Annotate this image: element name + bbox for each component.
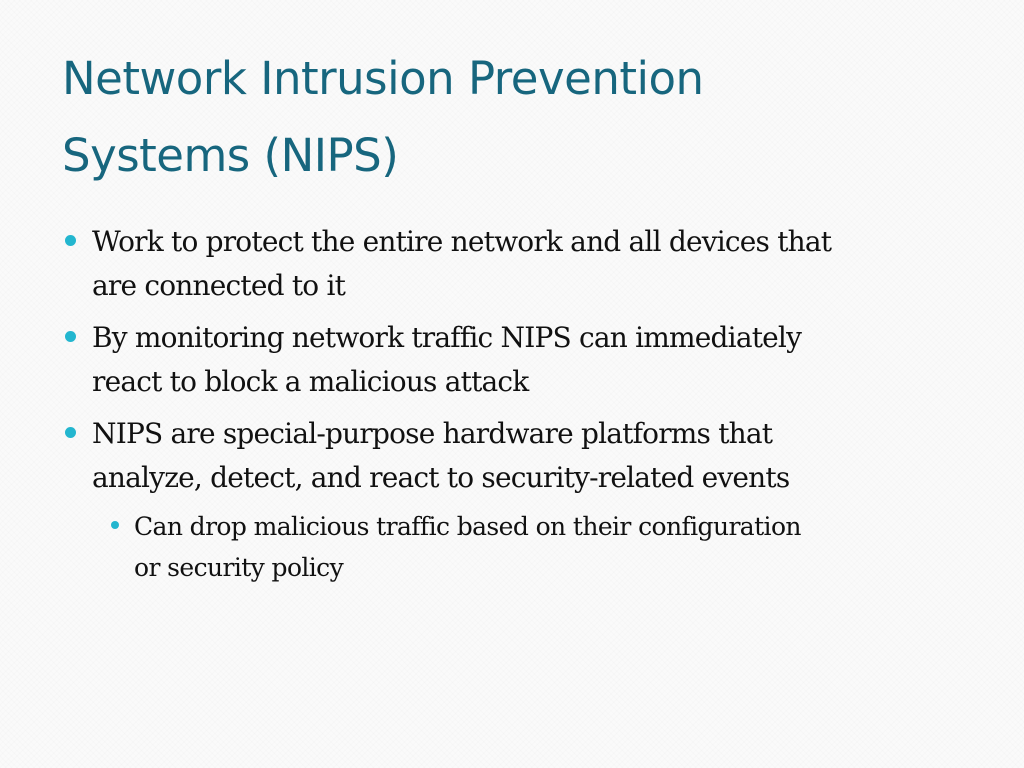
bullet-text-line: NIPS are special-purpose hardware platforms that: [92, 417, 773, 450]
slide-title-line: Network Intrusion Prevention: [62, 52, 704, 105]
sub-bullet-text-line: or security policy: [134, 553, 344, 582]
bullet-text-line: react to block a malicious attack: [92, 365, 529, 398]
bullet-dot-icon: [65, 235, 76, 246]
bullet-text-line: By monitoring network traffic NIPS can immediately: [92, 321, 802, 354]
slide-title-line: Systems (NIPS): [62, 129, 399, 182]
bullet-dot-icon: [65, 331, 76, 342]
slide-body: [62, 220, 982, 588]
bullet-text-line: are connected to it: [92, 269, 346, 302]
sub-bullet-text-line: Can drop malicious traffic based on their configuration: [134, 512, 801, 541]
bullet-item: [62, 316, 982, 404]
bullet-text-line: analyze, detect, and react to security-related events: [92, 461, 790, 494]
slide-title: [62, 40, 992, 194]
bullet-text-line: Work to protect the entire network and all devices that: [92, 225, 832, 258]
bullet-item: [62, 412, 982, 500]
sub-bullet-item: [62, 506, 982, 588]
bullet-dot-icon: [65, 427, 76, 438]
bullet-dot-icon: [111, 521, 119, 529]
bullet-item: [62, 220, 982, 308]
